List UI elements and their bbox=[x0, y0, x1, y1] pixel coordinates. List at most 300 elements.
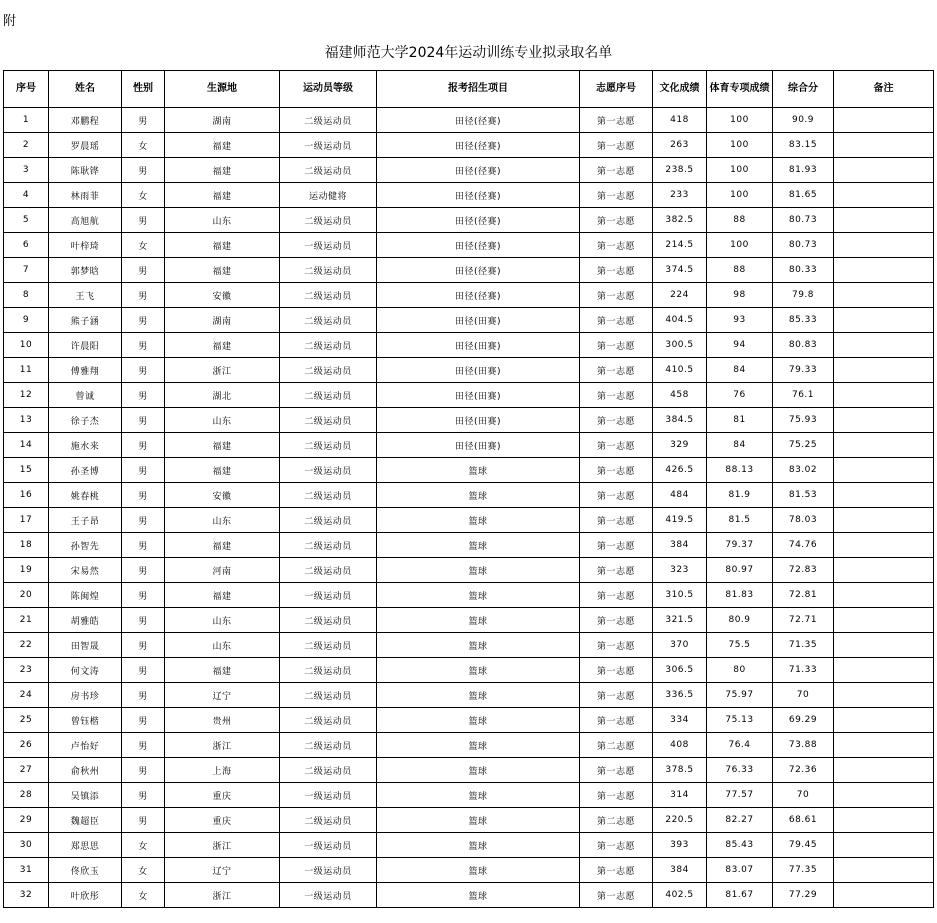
cell-gender: 男 bbox=[122, 658, 165, 683]
header-preference-order: 志愿序号 bbox=[580, 71, 653, 108]
cell-culture-score: 484 bbox=[653, 483, 707, 508]
cell-preference-order: 第二志愿 bbox=[580, 808, 653, 833]
cell-sport-score: 81.83 bbox=[707, 583, 773, 608]
cell-culture-score: 382.5 bbox=[653, 208, 707, 233]
cell-origin: 福建 bbox=[165, 333, 280, 358]
cell-preference-order: 第一志愿 bbox=[580, 183, 653, 208]
cell-preference-order: 第一志愿 bbox=[580, 533, 653, 558]
cell-index: 22 bbox=[4, 633, 49, 658]
annex-label: 附 bbox=[3, 14, 17, 29]
cell-remarks bbox=[834, 433, 934, 458]
cell-sport-score: 88 bbox=[707, 258, 773, 283]
cell-culture-score: 220.5 bbox=[653, 808, 707, 833]
cell-origin: 湖南 bbox=[165, 108, 280, 133]
cell-culture-score: 314 bbox=[653, 783, 707, 808]
cell-sport-event: 田径(田赛) bbox=[377, 358, 580, 383]
cell-total-score: 83.02 bbox=[773, 458, 834, 483]
cell-sport-score: 94 bbox=[707, 333, 773, 358]
table-row bbox=[4, 358, 934, 383]
cell-athlete-level: 二级运动员 bbox=[280, 308, 377, 333]
cell-gender: 男 bbox=[122, 608, 165, 633]
cell-total-score: 71.35 bbox=[773, 633, 834, 658]
cell-gender: 女 bbox=[122, 858, 165, 883]
cell-preference-order: 第一志愿 bbox=[580, 683, 653, 708]
cell-athlete-level: 一级运动员 bbox=[280, 583, 377, 608]
cell-culture-score: 384.5 bbox=[653, 408, 707, 433]
cell-preference-order: 第一志愿 bbox=[580, 133, 653, 158]
cell-culture-score: 323 bbox=[653, 558, 707, 583]
cell-athlete-level: 一级运动员 bbox=[280, 783, 377, 808]
cell-sport-score: 84 bbox=[707, 358, 773, 383]
cell-athlete-level: 二级运动员 bbox=[280, 608, 377, 633]
cell-culture-score: 310.5 bbox=[653, 583, 707, 608]
cell-gender: 男 bbox=[122, 433, 165, 458]
cell-sport-score: 77.57 bbox=[707, 783, 773, 808]
cell-name: 何文涛 bbox=[49, 658, 122, 683]
cell-athlete-level: 二级运动员 bbox=[280, 408, 377, 433]
cell-gender: 男 bbox=[122, 683, 165, 708]
cell-preference-order: 第一志愿 bbox=[580, 408, 653, 433]
cell-total-score: 79.8 bbox=[773, 283, 834, 308]
cell-origin: 贵州 bbox=[165, 708, 280, 733]
cell-sport-event: 田径(田赛) bbox=[377, 408, 580, 433]
cell-total-score: 81.93 bbox=[773, 158, 834, 183]
cell-origin: 浙江 bbox=[165, 883, 280, 908]
table-row bbox=[4, 108, 934, 133]
cell-preference-order: 第一志愿 bbox=[580, 358, 653, 383]
table-row bbox=[4, 683, 934, 708]
cell-index: 8 bbox=[4, 283, 49, 308]
cell-sport-score: 98 bbox=[707, 283, 773, 308]
cell-name: 田智晟 bbox=[49, 633, 122, 658]
cell-sport-event: 田径(径赛) bbox=[377, 283, 580, 308]
cell-remarks bbox=[834, 383, 934, 408]
cell-athlete-level: 二级运动员 bbox=[280, 358, 377, 383]
cell-index: 1 bbox=[4, 108, 49, 133]
cell-remarks bbox=[834, 608, 934, 633]
table-row bbox=[4, 233, 934, 258]
cell-remarks bbox=[834, 458, 934, 483]
cell-total-score: 83.15 bbox=[773, 133, 834, 158]
table-body bbox=[4, 108, 934, 908]
cell-sport-score: 100 bbox=[707, 183, 773, 208]
cell-sport-score: 81.9 bbox=[707, 483, 773, 508]
table-row bbox=[4, 133, 934, 158]
cell-culture-score: 374.5 bbox=[653, 258, 707, 283]
cell-preference-order: 第一志愿 bbox=[580, 833, 653, 858]
cell-preference-order: 第一志愿 bbox=[580, 158, 653, 183]
cell-name: 邓鹏程 bbox=[49, 108, 122, 133]
cell-athlete-level: 一级运动员 bbox=[280, 833, 377, 858]
cell-remarks bbox=[834, 633, 934, 658]
cell-remarks bbox=[834, 233, 934, 258]
cell-gender: 男 bbox=[122, 333, 165, 358]
cell-total-score: 75.93 bbox=[773, 408, 834, 433]
cell-sport-event: 篮球 bbox=[377, 783, 580, 808]
cell-preference-order: 第一志愿 bbox=[580, 608, 653, 633]
cell-name: 胡雅皓 bbox=[49, 608, 122, 633]
cell-sport-event: 田径(径赛) bbox=[377, 108, 580, 133]
cell-athlete-level: 一级运动员 bbox=[280, 233, 377, 258]
cell-remarks bbox=[834, 158, 934, 183]
cell-name: 俞秋州 bbox=[49, 758, 122, 783]
cell-gender: 男 bbox=[122, 283, 165, 308]
cell-origin: 山东 bbox=[165, 208, 280, 233]
cell-total-score: 68.61 bbox=[773, 808, 834, 833]
cell-index: 30 bbox=[4, 833, 49, 858]
table-row bbox=[4, 758, 934, 783]
cell-index: 13 bbox=[4, 408, 49, 433]
cell-remarks bbox=[834, 308, 934, 333]
cell-sport-score: 93 bbox=[707, 308, 773, 333]
cell-gender: 女 bbox=[122, 233, 165, 258]
cell-preference-order: 第一志愿 bbox=[580, 458, 653, 483]
cell-preference-order: 第一志愿 bbox=[580, 583, 653, 608]
cell-remarks bbox=[834, 533, 934, 558]
cell-culture-score: 402.5 bbox=[653, 883, 707, 908]
cell-remarks bbox=[834, 558, 934, 583]
cell-remarks bbox=[834, 683, 934, 708]
cell-gender: 男 bbox=[122, 583, 165, 608]
cell-culture-score: 300.5 bbox=[653, 333, 707, 358]
cell-total-score: 81.65 bbox=[773, 183, 834, 208]
cell-culture-score: 419.5 bbox=[653, 508, 707, 533]
cell-culture-score: 404.5 bbox=[653, 308, 707, 333]
cell-culture-score: 334 bbox=[653, 708, 707, 733]
cell-origin: 福建 bbox=[165, 658, 280, 683]
cell-culture-score: 263 bbox=[653, 133, 707, 158]
cell-gender: 男 bbox=[122, 633, 165, 658]
cell-origin: 浙江 bbox=[165, 833, 280, 858]
cell-origin: 山东 bbox=[165, 608, 280, 633]
cell-sport-event: 田径(径赛) bbox=[377, 133, 580, 158]
cell-origin: 山东 bbox=[165, 408, 280, 433]
cell-preference-order: 第一志愿 bbox=[580, 783, 653, 808]
cell-gender: 男 bbox=[122, 258, 165, 283]
cell-culture-score: 384 bbox=[653, 533, 707, 558]
cell-name: 许晨阳 bbox=[49, 333, 122, 358]
cell-sport-score: 84 bbox=[707, 433, 773, 458]
table-row bbox=[4, 658, 934, 683]
cell-origin: 辽宁 bbox=[165, 683, 280, 708]
table-row bbox=[4, 208, 934, 233]
cell-index: 14 bbox=[4, 433, 49, 458]
cell-sport-event: 田径(田赛) bbox=[377, 433, 580, 458]
cell-name: 傅雅翔 bbox=[49, 358, 122, 383]
cell-preference-order: 第一志愿 bbox=[580, 708, 653, 733]
table-row bbox=[4, 383, 934, 408]
cell-name: 叶梓琦 bbox=[49, 233, 122, 258]
cell-index: 24 bbox=[4, 683, 49, 708]
cell-remarks bbox=[834, 733, 934, 758]
cell-sport-score: 82.27 bbox=[707, 808, 773, 833]
cell-name: 卢怡好 bbox=[49, 733, 122, 758]
cell-name: 徐子杰 bbox=[49, 408, 122, 433]
cell-name: 叶欣彤 bbox=[49, 883, 122, 908]
cell-sport-score: 100 bbox=[707, 158, 773, 183]
cell-total-score: 85.33 bbox=[773, 308, 834, 333]
cell-preference-order: 第一志愿 bbox=[580, 258, 653, 283]
cell-origin: 福建 bbox=[165, 158, 280, 183]
cell-sport-event: 田径(田赛) bbox=[377, 333, 580, 358]
cell-name: 王飞 bbox=[49, 283, 122, 308]
cell-athlete-level: 二级运动员 bbox=[280, 258, 377, 283]
cell-total-score: 79.45 bbox=[773, 833, 834, 858]
cell-athlete-level: 二级运动员 bbox=[280, 558, 377, 583]
cell-sport-event: 田径(田赛) bbox=[377, 383, 580, 408]
cell-sport-score: 76.4 bbox=[707, 733, 773, 758]
cell-origin: 重庆 bbox=[165, 783, 280, 808]
cell-remarks bbox=[834, 108, 934, 133]
cell-gender: 女 bbox=[122, 183, 165, 208]
cell-gender: 女 bbox=[122, 883, 165, 908]
cell-name: 姚春桃 bbox=[49, 483, 122, 508]
header-name: 姓名 bbox=[49, 71, 122, 108]
cell-gender: 男 bbox=[122, 383, 165, 408]
cell-name: 吴镇添 bbox=[49, 783, 122, 808]
cell-sport-event: 篮球 bbox=[377, 458, 580, 483]
cell-index: 19 bbox=[4, 558, 49, 583]
cell-index: 7 bbox=[4, 258, 49, 283]
cell-remarks bbox=[834, 783, 934, 808]
cell-total-score: 81.53 bbox=[773, 483, 834, 508]
cell-remarks bbox=[834, 808, 934, 833]
cell-total-score: 74.76 bbox=[773, 533, 834, 558]
cell-total-score: 72.71 bbox=[773, 608, 834, 633]
table-row bbox=[4, 458, 934, 483]
cell-total-score: 71.33 bbox=[773, 658, 834, 683]
header-origin: 生源地 bbox=[165, 71, 280, 108]
cell-gender: 女 bbox=[122, 133, 165, 158]
cell-athlete-level: 二级运动员 bbox=[280, 108, 377, 133]
cell-index: 27 bbox=[4, 758, 49, 783]
cell-origin: 重庆 bbox=[165, 808, 280, 833]
cell-culture-score: 306.5 bbox=[653, 658, 707, 683]
cell-athlete-level: 二级运动员 bbox=[280, 433, 377, 458]
cell-athlete-level: 一级运动员 bbox=[280, 458, 377, 483]
cell-total-score: 80.33 bbox=[773, 258, 834, 283]
cell-preference-order: 第一志愿 bbox=[580, 383, 653, 408]
table-row bbox=[4, 833, 934, 858]
cell-origin: 湖南 bbox=[165, 308, 280, 333]
cell-athlete-level: 二级运动员 bbox=[280, 333, 377, 358]
cell-origin: 福建 bbox=[165, 583, 280, 608]
table-row bbox=[4, 508, 934, 533]
cell-culture-score: 426.5 bbox=[653, 458, 707, 483]
cell-sport-event: 篮球 bbox=[377, 483, 580, 508]
cell-preference-order: 第一志愿 bbox=[580, 633, 653, 658]
header-index: 序号 bbox=[4, 71, 49, 108]
cell-sport-score: 75.97 bbox=[707, 683, 773, 708]
table-row bbox=[4, 558, 934, 583]
cell-gender: 男 bbox=[122, 358, 165, 383]
cell-sport-event: 篮球 bbox=[377, 683, 580, 708]
cell-remarks bbox=[834, 208, 934, 233]
document-title: 福建师范大学2024年运动训练专业拟录取名单 bbox=[324, 45, 613, 61]
cell-gender: 男 bbox=[122, 783, 165, 808]
cell-gender: 女 bbox=[122, 833, 165, 858]
cell-name: 郑思思 bbox=[49, 833, 122, 858]
table-row bbox=[4, 583, 934, 608]
cell-athlete-level: 二级运动员 bbox=[280, 383, 377, 408]
header-athlete-level: 运动员等级 bbox=[280, 71, 377, 108]
cell-remarks bbox=[834, 758, 934, 783]
cell-culture-score: 378.5 bbox=[653, 758, 707, 783]
cell-sport-event: 田径(径赛) bbox=[377, 258, 580, 283]
cell-origin: 安徽 bbox=[165, 483, 280, 508]
cell-name: 孙圣博 bbox=[49, 458, 122, 483]
cell-athlete-level: 一级运动员 bbox=[280, 133, 377, 158]
cell-athlete-level: 运动健将 bbox=[280, 183, 377, 208]
cell-origin: 山东 bbox=[165, 633, 280, 658]
cell-name: 房书珍 bbox=[49, 683, 122, 708]
cell-total-score: 72.83 bbox=[773, 558, 834, 583]
cell-preference-order: 第一志愿 bbox=[580, 108, 653, 133]
cell-preference-order: 第一志愿 bbox=[580, 508, 653, 533]
cell-preference-order: 第一志愿 bbox=[580, 483, 653, 508]
cell-sport-event: 篮球 bbox=[377, 658, 580, 683]
cell-remarks bbox=[834, 283, 934, 308]
cell-index: 6 bbox=[4, 233, 49, 258]
table-row bbox=[4, 483, 934, 508]
cell-origin: 福建 bbox=[165, 258, 280, 283]
cell-sport-score: 88.13 bbox=[707, 458, 773, 483]
cell-culture-score: 233 bbox=[653, 183, 707, 208]
cell-sport-score: 83.07 bbox=[707, 858, 773, 883]
cell-total-score: 75.25 bbox=[773, 433, 834, 458]
cell-origin: 福建 bbox=[165, 233, 280, 258]
cell-athlete-level: 二级运动员 bbox=[280, 758, 377, 783]
cell-sport-score: 100 bbox=[707, 108, 773, 133]
cell-sport-event: 篮球 bbox=[377, 508, 580, 533]
cell-gender: 男 bbox=[122, 458, 165, 483]
cell-sport-score: 100 bbox=[707, 233, 773, 258]
cell-name: 孙智先 bbox=[49, 533, 122, 558]
cell-name: 王子昂 bbox=[49, 508, 122, 533]
cell-sport-score: 81.67 bbox=[707, 883, 773, 908]
cell-index: 18 bbox=[4, 533, 49, 558]
cell-remarks bbox=[834, 258, 934, 283]
table-row bbox=[4, 433, 934, 458]
table-row bbox=[4, 633, 934, 658]
cell-athlete-level: 二级运动员 bbox=[280, 283, 377, 308]
cell-sport-event: 田径(径赛) bbox=[377, 183, 580, 208]
cell-sport-score: 75.13 bbox=[707, 708, 773, 733]
cell-athlete-level: 二级运动员 bbox=[280, 808, 377, 833]
cell-athlete-level: 一级运动员 bbox=[280, 883, 377, 908]
header-total-score: 综合分 bbox=[773, 71, 834, 108]
cell-name: 施水来 bbox=[49, 433, 122, 458]
cell-gender: 男 bbox=[122, 308, 165, 333]
table-row bbox=[4, 808, 934, 833]
cell-index: 21 bbox=[4, 608, 49, 633]
cell-athlete-level: 二级运动员 bbox=[280, 208, 377, 233]
cell-sport-event: 田径(径赛) bbox=[377, 158, 580, 183]
cell-preference-order: 第二志愿 bbox=[580, 733, 653, 758]
cell-culture-score: 329 bbox=[653, 433, 707, 458]
cell-gender: 男 bbox=[122, 158, 165, 183]
cell-name: 佟欣玉 bbox=[49, 858, 122, 883]
cell-name: 魏超臣 bbox=[49, 808, 122, 833]
cell-index: 31 bbox=[4, 858, 49, 883]
cell-sport-event: 田径(径赛) bbox=[377, 233, 580, 258]
cell-athlete-level: 二级运动员 bbox=[280, 158, 377, 183]
cell-remarks bbox=[834, 358, 934, 383]
cell-sport-event: 篮球 bbox=[377, 858, 580, 883]
cell-culture-score: 370 bbox=[653, 633, 707, 658]
cell-origin: 安徽 bbox=[165, 283, 280, 308]
cell-total-score: 72.81 bbox=[773, 583, 834, 608]
table-row bbox=[4, 308, 934, 333]
cell-origin: 湖北 bbox=[165, 383, 280, 408]
cell-sport-score: 80.9 bbox=[707, 608, 773, 633]
cell-index: 23 bbox=[4, 658, 49, 683]
cell-gender: 男 bbox=[122, 733, 165, 758]
cell-athlete-level: 二级运动员 bbox=[280, 483, 377, 508]
cell-culture-score: 384 bbox=[653, 858, 707, 883]
cell-gender: 男 bbox=[122, 108, 165, 133]
cell-name: 郭梦晗 bbox=[49, 258, 122, 283]
cell-index: 11 bbox=[4, 358, 49, 383]
cell-index: 10 bbox=[4, 333, 49, 358]
table-row bbox=[4, 708, 934, 733]
cell-sport-event: 篮球 bbox=[377, 808, 580, 833]
cell-name: 陈闽煌 bbox=[49, 583, 122, 608]
cell-preference-order: 第一志愿 bbox=[580, 308, 653, 333]
cell-origin: 浙江 bbox=[165, 733, 280, 758]
table-row bbox=[4, 258, 934, 283]
cell-gender: 男 bbox=[122, 758, 165, 783]
cell-preference-order: 第一志愿 bbox=[580, 333, 653, 358]
cell-sport-event: 篮球 bbox=[377, 708, 580, 733]
cell-sport-event: 篮球 bbox=[377, 633, 580, 658]
cell-total-score: 70 bbox=[773, 783, 834, 808]
cell-sport-score: 80.97 bbox=[707, 558, 773, 583]
cell-total-score: 80.73 bbox=[773, 208, 834, 233]
cell-sport-event: 篮球 bbox=[377, 533, 580, 558]
table-row bbox=[4, 883, 934, 908]
cell-gender: 男 bbox=[122, 808, 165, 833]
cell-name: 罗晨瑶 bbox=[49, 133, 122, 158]
cell-name: 熊子涵 bbox=[49, 308, 122, 333]
cell-remarks bbox=[834, 708, 934, 733]
table-row bbox=[4, 533, 934, 558]
cell-origin: 辽宁 bbox=[165, 858, 280, 883]
cell-remarks bbox=[834, 408, 934, 433]
table-row bbox=[4, 183, 934, 208]
cell-sport-event: 篮球 bbox=[377, 733, 580, 758]
table-row bbox=[4, 783, 934, 808]
cell-sport-score: 85.43 bbox=[707, 833, 773, 858]
cell-index: 15 bbox=[4, 458, 49, 483]
cell-index: 29 bbox=[4, 808, 49, 833]
cell-origin: 浙江 bbox=[165, 358, 280, 383]
cell-culture-score: 336.5 bbox=[653, 683, 707, 708]
cell-culture-score: 321.5 bbox=[653, 608, 707, 633]
cell-sport-event: 篮球 bbox=[377, 558, 580, 583]
cell-origin: 福建 bbox=[165, 533, 280, 558]
cell-athlete-level: 二级运动员 bbox=[280, 708, 377, 733]
cell-culture-score: 214.5 bbox=[653, 233, 707, 258]
cell-index: 28 bbox=[4, 783, 49, 808]
cell-gender: 男 bbox=[122, 208, 165, 233]
cell-origin: 福建 bbox=[165, 133, 280, 158]
cell-remarks bbox=[834, 508, 934, 533]
cell-preference-order: 第一志愿 bbox=[580, 883, 653, 908]
cell-index: 26 bbox=[4, 733, 49, 758]
cell-index: 12 bbox=[4, 383, 49, 408]
cell-preference-order: 第一志愿 bbox=[580, 658, 653, 683]
